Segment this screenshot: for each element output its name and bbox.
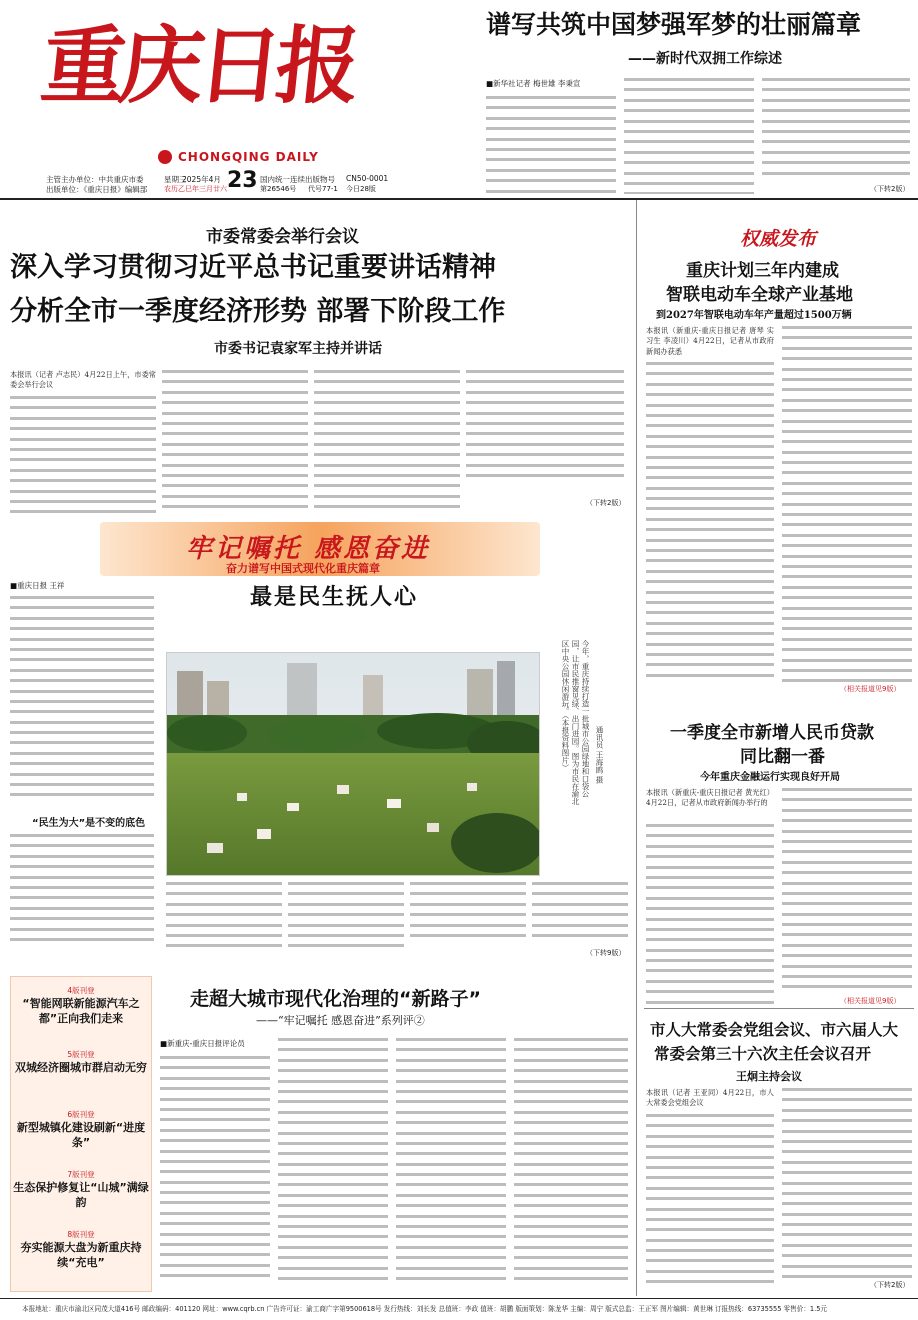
story2-title-line2[interactable]: 同比翻一番: [740, 747, 825, 767]
story2-title-line1[interactable]: 一季度全市新增人民币贷款: [670, 723, 874, 743]
feature-body-col4: [410, 882, 526, 946]
feature-body-col5: [532, 882, 628, 946]
story3-body-col2: [782, 1088, 912, 1278]
sidebar-title: 夯实能源大盘为新重庆持续“充电”: [20, 1241, 142, 1269]
story1-title-line2[interactable]: 智联电动车全球产业基地: [666, 285, 853, 305]
feature-section-head: “民生为大”是不变的底色: [32, 818, 146, 829]
masthead-pinyin: CHONGQING DAILY: [178, 150, 319, 164]
story2-byline: 本报讯（新重庆-重庆日报记者 黄光红）4月22日，记者从市政府新闻办举行的: [646, 788, 774, 808]
lead-subtitle: 市委书记袁家军主持并讲话: [214, 341, 382, 357]
story3-more[interactable]: （下转2版）: [870, 1281, 910, 1289]
feature-photo[interactable]: [166, 652, 540, 876]
feature-body-col3: [288, 882, 404, 960]
top-story-body-col3: [762, 78, 910, 182]
top-story-body-col2: [624, 78, 754, 194]
feature-photo-caption: 今年，重庆持续打造一批城市公园绿地和口袋公园，让市民推窗见绿、出门进园。图为市民在渝北区中央公园休闲游玩。（本报资料图片）: [561, 640, 590, 805]
authority-badge: 权威发布: [740, 228, 817, 250]
masthead-lunar: 农历乙巳年三月廿六: [164, 185, 227, 193]
sidebar-item-8[interactable]: [11, 1229, 151, 1270]
sidebar-item-4[interactable]: [11, 985, 151, 1026]
sidebar-page: 8版刊登: [67, 1230, 95, 1239]
feature-body-col2: [166, 882, 282, 960]
story2-subtitle: 今年重庆金融运行实现良好开局: [700, 772, 840, 783]
footer-info: 本报地址：重庆市渝北区同茂大道416号 邮政编码：401120 网址：www.cqrb.cn 广告许可证：渝工商广字第9500618号 发行热线：刘长发 总值班：李政 值班：胡鹏 版面策划：陈龙华 主编：周宁 版式总监：王正军 图片编辑：黄世琳 订报热线：63735555 零售价：1.5元: [22, 1305, 827, 1313]
top-story-more[interactable]: （下转2版）: [870, 185, 910, 193]
masthead-logo: 重庆日报: [36, 16, 360, 115]
feature-more[interactable]: （下转9版）: [586, 949, 626, 957]
commentary-body-col3: [396, 1038, 506, 1282]
banner-subtitle: 奋力谱写中国式现代化重庆篇章: [226, 562, 380, 575]
lead-byline: 本报讯（记者 卢志民）4月22日上午，市委常委会举行会议: [10, 370, 156, 390]
sidebar-title: 双城经济圈城市群启动无穷: [15, 1061, 147, 1074]
lead-more[interactable]: （下转2版）: [586, 499, 626, 507]
masthead-cn: CN50-0001: [346, 174, 389, 183]
masthead-pages: 今日28版: [346, 185, 376, 193]
story1-more[interactable]: （相关报道见9版）: [840, 685, 901, 693]
top-story-subtitle: ——新时代双拥工作综述: [628, 51, 782, 67]
commentary-body-col1: [160, 1056, 270, 1282]
story1-body-col1: [646, 362, 774, 682]
story3-title-line2[interactable]: 常委会第三十六次主任会议召开: [654, 1045, 872, 1063]
sidebar-item-7[interactable]: [11, 1169, 151, 1210]
footer-divider: [0, 1298, 918, 1299]
feature-banner: [10, 522, 632, 578]
lead-body-col4: [466, 370, 624, 480]
commentary-body-col4: [514, 1038, 628, 1282]
column-divider: [636, 200, 637, 1296]
sidebar-title: 新型城镇化建设刷新“进度条”: [16, 1121, 146, 1149]
feature-story: [10, 580, 632, 966]
story3-subtitle: 王炯主持会议: [736, 1070, 802, 1083]
lead-body-col3: [314, 370, 460, 514]
top-story-title[interactable]: 谱写共筑中国梦强军梦的壮丽篇章: [486, 10, 862, 39]
masthead-issue: 第26546号: [260, 185, 297, 193]
commentary-title[interactable]: 走超大城市现代化治理的“新路子”: [190, 988, 481, 1010]
feature-body-col1b: [10, 834, 154, 946]
lead-body-col1: [10, 396, 156, 514]
lead-kicker: 市委常委会举行会议: [206, 227, 359, 247]
feature-body-col1a: [10, 596, 154, 806]
feature-title[interactable]: 最是民生抚人心: [250, 585, 419, 610]
story2-body-col2: [782, 788, 912, 988]
masthead-day: 23: [227, 168, 258, 193]
story1-subtitle: 到2027年智联电动车年产量超过1500万辆: [656, 310, 852, 321]
commentary-subtitle: ——“牢记嘱托 感恩奋进”系列评②: [256, 1014, 425, 1027]
story2-more[interactable]: （相关报道见9版）: [840, 997, 901, 1005]
sidebar: [10, 976, 152, 1292]
story3-byline: 本报讯（记者 王亚同）4月22日，市人大常委会党组会议: [646, 1088, 774, 1108]
story2-body-col1: [646, 824, 774, 1008]
commentary-byline: ■新重庆-重庆日报评论员: [160, 1039, 245, 1048]
top-story: [478, 4, 914, 198]
feature-photo-credit: 通讯员 王海鸥 摄: [595, 726, 604, 784]
banner-title: 牢记嘱托 感恩奋进: [186, 534, 431, 564]
story1-byline: 本报讯（新重庆-重庆日报记者 唐琴 实习生 李凌川）4月22日，记者从市政府新闻办获悉: [646, 326, 774, 356]
sidebar-page: 7版刊登: [67, 1170, 95, 1179]
lead-body-col2: [162, 370, 308, 514]
masthead-issn: 国内统一连续出版物号: [260, 175, 335, 184]
right-column: [644, 200, 914, 1296]
masthead-weekday: 星期三: [164, 175, 187, 184]
top-story-byline: ■新华社记者 梅世雄 李秉宣: [486, 79, 581, 88]
story3-divider: [644, 1008, 914, 1009]
sidebar-item-5[interactable]: [11, 1049, 151, 1075]
commentary: [160, 976, 632, 1290]
masthead-publisher: 出版单位：《重庆日报》编辑部: [46, 185, 148, 194]
lead-title-line2[interactable]: 分析全市一季度经济形势 部署下阶段工作: [10, 296, 506, 327]
top-story-body-col1: [486, 96, 616, 194]
park-scene-image: [167, 653, 539, 875]
story1-body-col2: [782, 326, 912, 682]
sidebar-page: 5版刊登: [67, 1050, 95, 1059]
story1-title-line1[interactable]: 重庆计划三年内建成: [686, 261, 839, 281]
sidebar-title: “智能网联新能源汽车之都”正向我们走来: [22, 997, 140, 1025]
sidebar-page: 4版刊登: [67, 986, 95, 995]
commentary-body-col2: [278, 1038, 388, 1282]
story3-title-line1[interactable]: 市人大常委会党组会议、市六届人大: [650, 1021, 899, 1039]
masthead-code: 代号77-1: [308, 185, 338, 193]
feature-byline: ■重庆日报 王祥: [10, 581, 65, 590]
sidebar-item-6[interactable]: [11, 1109, 151, 1150]
masthead-emblem: [158, 150, 172, 164]
lead-title-line1[interactable]: 深入学习贯彻习近平总书记重要讲话精神: [10, 252, 496, 283]
masthead-sponsor: 主管主办单位：中共重庆市委: [46, 175, 144, 184]
sidebar-page: 6版刊登: [67, 1110, 95, 1119]
sidebar-title: 生态保护修复让“山城”满绿韵: [13, 1181, 149, 1209]
lead-story: [0, 200, 632, 520]
story3-body-col1: [646, 1114, 774, 1288]
masthead-date: 2025年4月: [182, 175, 221, 184]
